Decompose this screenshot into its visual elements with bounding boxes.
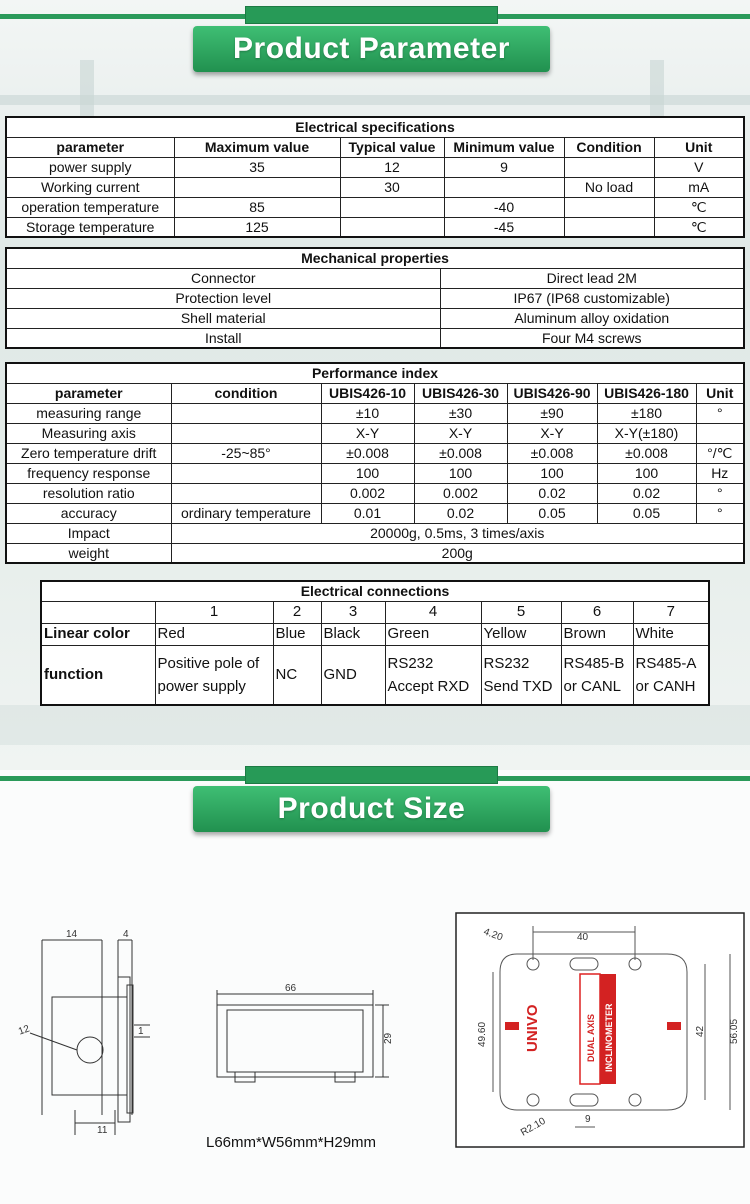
cell: ° [696,483,744,503]
cell: 30 [340,177,444,197]
cell: ° [696,503,744,523]
cell: 12 [340,157,444,177]
brand-logo: UNIVO [524,1004,541,1052]
cell: 0.002 [414,483,507,503]
column-header: UBIS426-90 [507,383,597,403]
function-line: RS485-B [563,654,625,672]
function-line: RS232 [483,654,530,672]
cell [174,177,340,197]
cell: 100 [507,463,597,483]
cell: ±90 [507,403,597,423]
cell: 9 [444,157,564,177]
dim-label: 66 [285,983,297,994]
cell: 5 [481,601,561,623]
cell: power supply [6,157,174,177]
cell: Green [385,623,481,645]
table-title: Mechanical properties [6,248,744,268]
column-header: Condition [564,137,654,157]
banner-tab [245,766,498,784]
dim-label: 4.20 [481,926,505,944]
dim-label: 9 [585,1114,591,1125]
cell: X-Y [507,423,597,443]
table-row [6,268,744,288]
cell: Protection level [6,288,440,308]
cell: 1 [155,601,273,623]
cell: Black [321,623,385,645]
column-header: UBIS426-30 [414,383,507,403]
cell: White [633,623,709,645]
dim-label: 40 [577,932,589,943]
cell: -25~85° [171,443,321,463]
cell: Shell material [6,308,440,328]
table-row [41,623,709,645]
electrical-specs-table [5,116,745,238]
dim-label: 14 [66,929,78,940]
function-line: RS232 [387,654,434,672]
cell: 100 [321,463,414,483]
cell [564,217,654,237]
dim-label: 12 [16,1023,32,1038]
cell [171,483,321,503]
cell: IP67 (IP68 customizable) [440,288,744,308]
cell: Install [6,328,440,348]
cell: Zero temperature drift [6,443,171,463]
table-row [6,463,744,483]
cell [340,217,444,237]
column-header: condition [171,383,321,403]
function-line: Accept RXD [387,677,470,695]
cell: Brown [561,623,633,645]
cell: 35 [174,157,340,177]
cell: 0.002 [321,483,414,503]
cell: X-Y [414,423,507,443]
table-row [6,503,744,523]
cell: ±0.008 [414,443,507,463]
cell: 4 [385,601,481,623]
function-line: GND [323,665,357,683]
cell: Direct lead 2M [440,268,744,288]
cell [385,645,481,705]
function-line: Send TXD [483,677,553,695]
cell: -40 [444,197,564,217]
column-header: UBIS426-180 [597,383,696,403]
table-title: Performance index [6,363,744,383]
table-row [6,308,744,328]
banner-product-size: Product Size [193,786,550,832]
cell [696,423,744,443]
table-row [6,177,744,197]
cell: function [41,645,155,705]
label-inclinometer: INCLINOMETER [604,1003,614,1072]
cell: Aluminum alloy oxidation [440,308,744,328]
front-view-drawing [205,980,405,1090]
table-title: Electrical specifications [6,117,744,137]
dimensions-text: L66mm*W56mm*H29mm [206,1134,377,1151]
cell: ±30 [414,403,507,423]
cell: 0.05 [597,503,696,523]
cell: Four M4 screws [440,328,744,348]
cell: ±0.008 [321,443,414,463]
cell: 2 [273,601,321,623]
column-header: Typical value [340,137,444,157]
cell [561,645,633,705]
cell: 6 [561,601,633,623]
cell: Impact [6,523,171,543]
column-header: Minimum value [444,137,564,157]
cell: ±10 [321,403,414,423]
table-row [6,543,744,563]
cell: X-Y [321,423,414,443]
mechanical-properties-table [5,247,745,349]
cell: ±180 [597,403,696,423]
cell: Blue [273,623,321,645]
cell: weight [6,543,171,563]
table-title: Electrical connections [41,581,709,601]
cell: °/℃ [696,443,744,463]
column-header: parameter [6,137,174,157]
cell: operation temperature [6,197,174,217]
cell [481,645,561,705]
cell [340,197,444,217]
cell: 7 [633,601,709,623]
cell: 85 [174,197,340,217]
label-dual-axis: DUAL AXIS [586,1013,596,1062]
cell [171,403,321,423]
performance-index-table [5,362,745,564]
cell: ℃ [654,197,744,217]
cell: 20000g, 0.5ms, 3 times/axis [171,523,744,543]
cell: 3 [321,601,385,623]
cell: Measuring axis [6,423,171,443]
side-view-drawing [10,925,160,1140]
dim-label: 11 [97,1125,108,1136]
cell: 0.02 [597,483,696,503]
cell: mA [654,177,744,197]
cell: ° [696,403,744,423]
table-row [6,523,744,543]
column-header: parameter [6,383,171,403]
banner-product-parameter: Product Parameter [193,26,550,72]
cell: Yellow [481,623,561,645]
cell: Linear color [41,623,155,645]
cell: 0.01 [321,503,414,523]
dim-label: 1 [138,1026,144,1037]
cell: ℃ [654,217,744,237]
cell: resolution ratio [6,483,171,503]
cell: ±0.008 [597,443,696,463]
column-header: Maximum value [174,137,340,157]
cell: V [654,157,744,177]
column-header: Unit [654,137,744,157]
cell: ordinary temperature [171,503,321,523]
cell: 100 [414,463,507,483]
table-row [6,328,744,348]
function-line: Positive pole of [157,654,260,672]
cell [41,601,155,623]
cell [633,645,709,705]
dim-label: 29 [383,1032,394,1044]
cell [155,645,273,705]
dim-label: 49.60 [477,1021,488,1047]
table-row [6,197,744,217]
cell [273,645,321,705]
cell [564,157,654,177]
cell: Hz [696,463,744,483]
cell: Red [155,623,273,645]
function-line: RS485-A [635,654,697,672]
dim-label: R2.10 [519,1115,548,1139]
function-line: NC [275,665,298,683]
dim-label: 4 [123,929,129,940]
cell: 0.02 [414,503,507,523]
cell: frequency response [6,463,171,483]
cell [321,645,385,705]
top-view-drawing [455,912,747,1150]
table-row [6,157,744,177]
cell: X-Y(±180) [597,423,696,443]
dim-label: 56.05 [729,1018,740,1044]
column-header: Unit [696,383,744,403]
function-line: or CANH [635,677,696,695]
table-row [6,443,744,463]
table-row [6,483,744,503]
dim-label: 42 [695,1025,706,1037]
cell [444,177,564,197]
function-line: power supply [157,677,246,695]
cell: Connector [6,268,440,288]
electrical-connections-table [40,580,710,706]
cell: No load [564,177,654,197]
cell [564,197,654,217]
cell: 100 [597,463,696,483]
cell [171,423,321,443]
cell: -45 [444,217,564,237]
cell: 0.05 [507,503,597,523]
cell: Working current [6,177,174,197]
column-header: UBIS426-10 [321,383,414,403]
cell: accuracy [6,503,171,523]
cell [171,463,321,483]
cell: measuring range [6,403,171,423]
cell: ±0.008 [507,443,597,463]
table-row [6,423,744,443]
table-row [41,645,709,705]
table-row [6,288,744,308]
cell: Storage temperature [6,217,174,237]
cell: 0.02 [507,483,597,503]
table-row [6,403,744,423]
cell: 200g [171,543,744,563]
function-line: or CANL [563,677,622,695]
table-row [6,217,744,237]
banner-tab [245,6,498,24]
cell: 125 [174,217,340,237]
